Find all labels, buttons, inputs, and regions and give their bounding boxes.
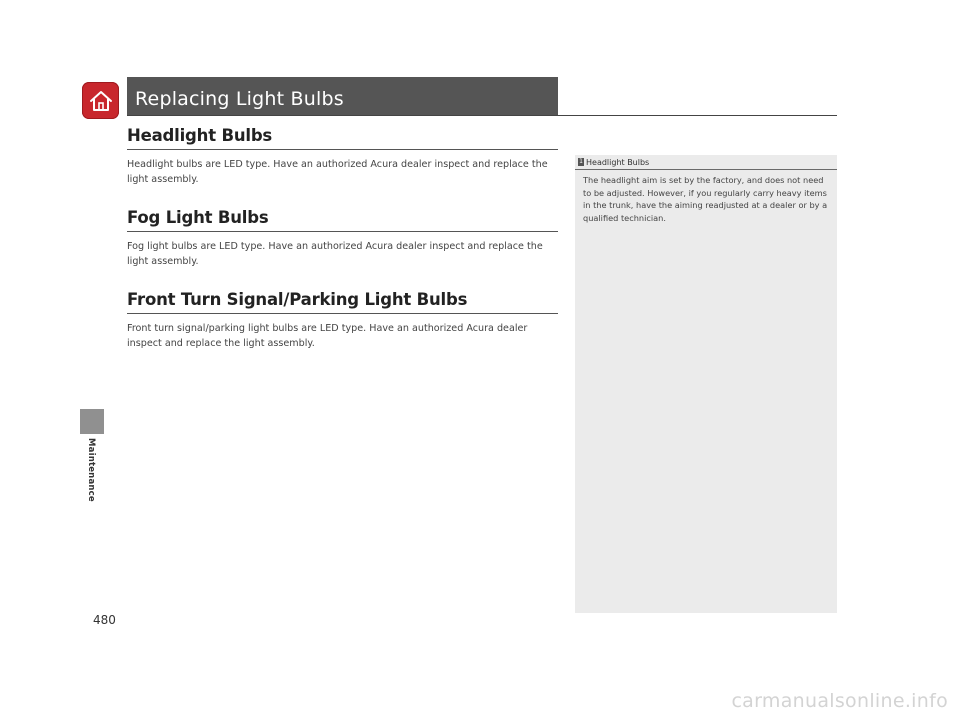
section-heading: Headlight Bulbs — [127, 126, 558, 150]
page-title: Replacing Light Bulbs — [127, 77, 558, 115]
note-marker: 1 — [579, 158, 583, 165]
note-title: Headlight Bulbs — [586, 157, 650, 167]
note-body: The headlight aim is set by the factory, and does not need to be adjusted. However, if you regularly carry heavy items in the trunk, have the aiming readjusted at a dealer or by a qualified technician. — [583, 175, 828, 223]
chapter-tab[interactable] — [80, 409, 104, 434]
section-heading: Fog Light Bulbs — [127, 208, 558, 232]
section-turn-signal-bulbs — [127, 290, 558, 351]
section-body: Fog light bulbs are LED type. Have an authorized Acura dealer inspect and replace the light assembly. — [127, 241, 543, 267]
page-number: 480 — [93, 613, 116, 627]
chapter-label: Maintenance — [86, 438, 96, 502]
section-heading: Front Turn Signal/Parking Light Bulbs — [127, 290, 558, 314]
main-content — [127, 126, 558, 351]
section-headlight-bulbs — [127, 126, 558, 187]
title-divider — [127, 115, 837, 116]
home-icon — [88, 89, 114, 113]
section-body: Front turn signal/parking light bulbs are LED type. Have an authorized Acura dealer inspect and replace the light assembly. — [127, 323, 528, 349]
watermark: carmanualsonline.info — [731, 690, 948, 712]
note-header — [575, 155, 837, 170]
section-fog-light-bulbs — [127, 208, 558, 269]
section-body: Headlight bulbs are LED type. Have an authorized Acura dealer inspect and replace the light assembly. — [127, 159, 548, 185]
side-note — [575, 155, 837, 613]
home-button[interactable] — [82, 82, 119, 119]
